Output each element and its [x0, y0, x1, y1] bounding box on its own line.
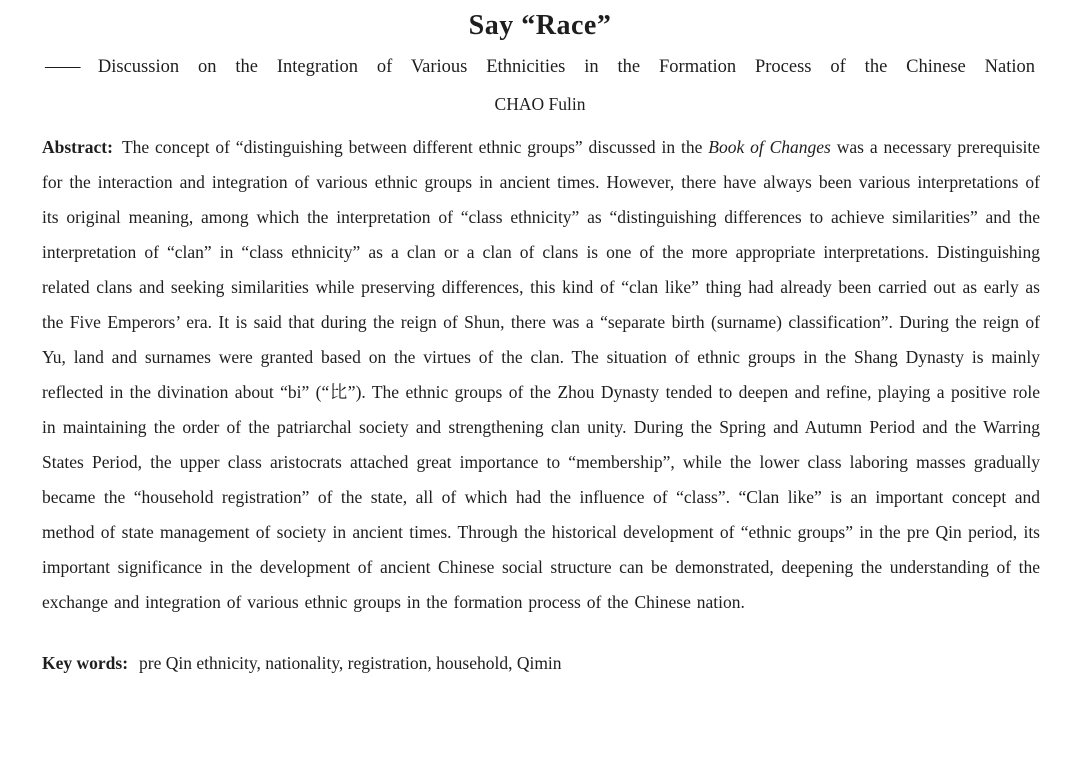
abstract-paragraph: [42, 130, 1040, 620]
keywords-text: pre Qin ethnicity, nationality, registration, household, Qimin: [139, 653, 562, 673]
paper-subtitle: [45, 57, 1035, 78]
keywords-label: Key words:: [42, 653, 129, 673]
paper-title: Say “Race”: [468, 10, 612, 41]
abstract-label: Abstract:: [42, 137, 113, 157]
keywords-line: [42, 646, 1040, 681]
subtitle-text: Discussion on the Integration of Various Ethnicities in the Formation Process of the Chinese Nation: [97, 57, 1035, 77]
abstract-text: The concept of “distinguishing between different ethnic groups” discussed in the Book of Changes was a necessary prerequisite for the interaction and integration of various ethnic groups in ancient times. However, there have always been various interpretations of its original meaning, among which the interpretation of “class ethnicity” as “distinguishing differences to achieve similarities” and the interpretation of “clan” in “class ethnicity” as a clan or a clan of clans is one of the more appropriate interpretations. Distinguishing related clans and seeking similarities while preserving differences, this kind of “clan like” thing had already been carried out as early as the Five Emperors’ era. It is said that during the reign of Shun, there was a “separate birth (surname) classification”. During the reign of Yu, land and surnames were granted based on the virtues of the clan. The situation of ethnic groups in the Shang Dynasty is mainly reflected in the divination about “bi” (“比”). The ethnic groups of the Zhou Dynasty tended to deepen and refine, playing a positive role in maintaining the order of the patriarchal society and strengthening clan unity. During the Spring and Autumn Period and the Warring States Period, the upper class aristocrats attached great importance to “membership”, while the lower class laboring masses gradually became the “household registration” of the state, all of which had the influence of “class”. “Clan like” is an important concept and method of state management of society in ancient times. Through the historical development of “ethnic groups” in the pre Qin period, its important significance in the development of ancient Chinese social structure can be demonstrated, deepening the understanding of the exchange and integration of various ethnic groups in the formation process of the Chinese nation.: [42, 137, 1041, 612]
author-name: CHAO Fulin: [494, 94, 586, 114]
subtitle-dash: ——: [45, 57, 79, 77]
